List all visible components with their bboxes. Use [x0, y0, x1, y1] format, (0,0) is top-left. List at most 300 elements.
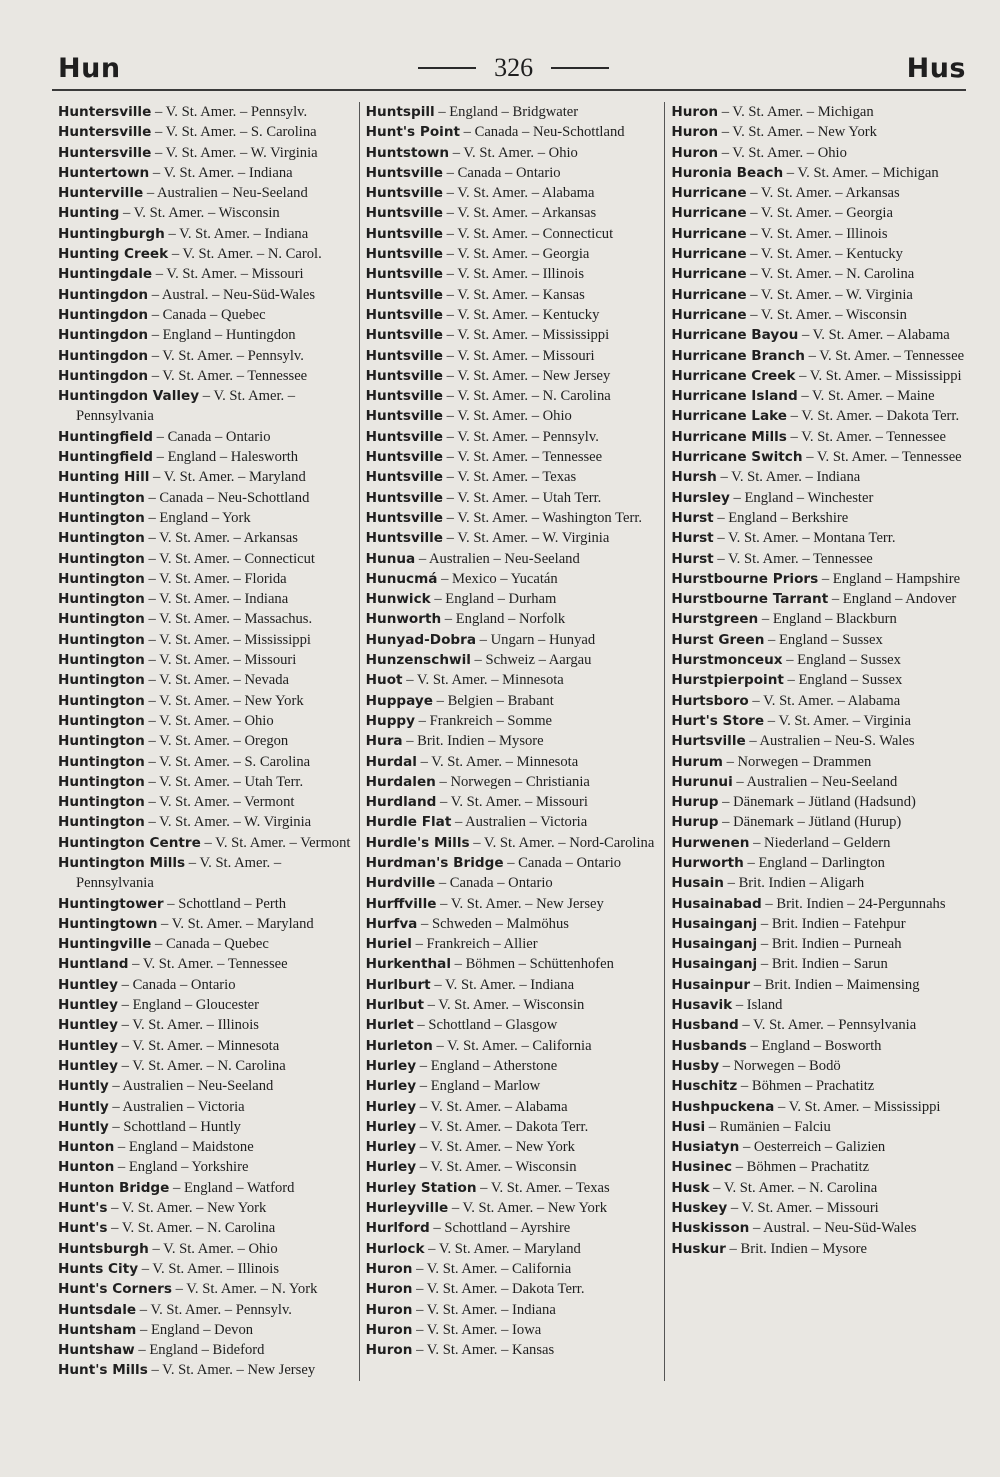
- gazetteer-entry: [58, 975, 359, 995]
- entry-location: – V. St. Amer. – Ohio: [144, 712, 274, 729]
- entry-place-name: Husainganj: [671, 956, 758, 973]
- entry-place-name: Huntington: [58, 550, 145, 567]
- entry-place-name: Hurstmonceux: [671, 652, 783, 669]
- gazetteer-entry: [366, 954, 665, 974]
- entry-location: – Schweiz – Aargau: [470, 652, 592, 669]
- entry-place-name: Hurworth: [671, 854, 744, 871]
- entry-location: – V. St. Amer. – Tennessee: [148, 367, 308, 384]
- entry-place-name: Hurley: [365, 1118, 417, 1135]
- gazetteer-entry: [58, 1117, 359, 1137]
- gazetteer-entry: [58, 833, 359, 853]
- entry-place-name: Hurffville: [365, 895, 437, 912]
- entry-place-name: Huntington: [58, 672, 145, 689]
- gazetteer-entry: [671, 325, 970, 345]
- gazetteer-entry: [671, 1076, 970, 1096]
- entry-location: – V. St. Amer. – Kentucky: [443, 306, 600, 323]
- entry-location: – Canada – Quebec: [148, 306, 266, 323]
- entry-place-name: Hurricane Lake: [671, 408, 788, 425]
- gazetteer-entry: [671, 711, 970, 731]
- entry-columns: [52, 102, 970, 1381]
- entry-location: – V. St. Amer. – N. Carolina: [443, 388, 611, 405]
- entry-place-name: Hurst Green: [671, 631, 765, 648]
- gazetteer-entry: [671, 630, 970, 650]
- entry-place-name: Huntingdale: [58, 266, 153, 283]
- entry-place-name: Huntsdale: [58, 1301, 137, 1318]
- entry-location: – V. St. Amer. – New Jersey: [443, 367, 611, 384]
- gazetteer-entry: [58, 427, 359, 447]
- entry-place-name: Hurwenen: [671, 834, 750, 851]
- gazetteer-entry: [671, 143, 970, 163]
- entry-place-name: Huntly: [58, 1098, 109, 1115]
- entry-place-name: Hurleyville: [365, 1200, 449, 1217]
- gazetteer-entry: [58, 346, 359, 366]
- entry-place-name: Huntsville: [365, 327, 444, 344]
- gazetteer-entry: [58, 183, 359, 203]
- gazetteer-entry: [671, 549, 970, 569]
- entry-location: – Australien – Neu-Seeland: [732, 773, 898, 790]
- entry-place-name: Huntington: [58, 509, 145, 526]
- gazetteer-entry: [671, 934, 970, 954]
- entry-place-name: Huntington: [58, 631, 145, 648]
- gazetteer-entry: [671, 609, 970, 629]
- entry-location: – Norwegen – Christiania: [435, 773, 590, 790]
- entry-location: – Brit. Indien – Maimensing: [750, 976, 920, 993]
- gazetteer-entry: [366, 812, 665, 832]
- page-number: 326: [494, 53, 534, 82]
- entry-location: – Frankreich – Allier: [411, 936, 538, 953]
- entry-location: – V. St. Amer. – Minnesota: [402, 672, 564, 689]
- entry-location: – Canada – Ontario: [503, 854, 622, 871]
- entry-place-name: Huskisson: [671, 1220, 750, 1237]
- gazetteer-entry: [366, 1218, 665, 1238]
- gazetteer-entry: [671, 1097, 970, 1117]
- entry-place-name: Hurley: [365, 1139, 417, 1156]
- entry-place-name: Huntington: [58, 814, 145, 831]
- entry-location: – Schottland – Ayrshire: [429, 1220, 571, 1237]
- entry-place-name: Huntersville: [58, 104, 152, 120]
- entry-place-name: Huntly: [58, 1078, 109, 1095]
- entry-place-name: Huppaye: [365, 692, 433, 709]
- entry-place-name: Hurunui: [671, 773, 733, 790]
- entry-location: – Schottland – Huntly: [108, 1118, 241, 1135]
- entry-location: – V. St. Amer. – W. Virginia: [151, 144, 318, 161]
- gazetteer-entry: [671, 244, 970, 264]
- entry-location: – Norwegen – Drammen: [722, 753, 872, 770]
- gazetteer-entry: [366, 914, 665, 934]
- entry-place-name: Huntsville: [365, 367, 444, 384]
- entry-location: – V. St. Amer. – Texas: [476, 1179, 610, 1196]
- gazetteer-entry: [366, 102, 665, 122]
- gazetteer-entry: [366, 1056, 665, 1076]
- entry-place-name: Huntsville: [365, 266, 444, 283]
- entry-location: – V. St. Amer. – Missouri: [443, 347, 595, 364]
- gazetteer-entry: [366, 934, 665, 954]
- gazetteer-entry: [58, 772, 359, 792]
- entry-place-name: Hurtsboro: [671, 692, 749, 709]
- gazetteer-entry: [366, 833, 665, 853]
- gazetteer-entry: [366, 1157, 665, 1177]
- entry-location: – England – Halesworth: [152, 449, 299, 466]
- entry-location: – V. St. Amer. – N. Carolina: [709, 1179, 878, 1196]
- entry-location: – V. St. Amer. – Ohio: [449, 144, 578, 161]
- entry-place-name: Huron: [671, 104, 719, 120]
- entry-place-name: Hunt's Mills: [58, 1362, 148, 1379]
- entry-place-name: Huntertown: [58, 164, 150, 181]
- entry-location: – Schottland – Perth: [163, 895, 287, 912]
- entry-place-name: Huntington: [58, 489, 145, 506]
- gazetteer-entry: [366, 1300, 665, 1320]
- entry-location: – V. St. Amer. – Montana Terr.: [713, 530, 896, 547]
- gazetteer-entry: [58, 1198, 359, 1218]
- entry-place-name: Hunt's: [58, 1220, 108, 1237]
- entry-location: – Schottland – Glasgow: [413, 1017, 558, 1034]
- entry-place-name: Hurlburt: [365, 976, 431, 993]
- gazetteer-entry: [58, 630, 359, 650]
- gazetteer-entry: [671, 670, 970, 690]
- entry-location: – V. St. Amer. – Utah Terr.: [443, 489, 602, 506]
- gazetteer-entry: [58, 1157, 359, 1177]
- entry-place-name: Huntley: [58, 1017, 118, 1034]
- entry-location: – Canada – Ontario: [443, 164, 561, 181]
- gazetteer-entry: [671, 914, 970, 934]
- entry-place-name: Hurricane: [671, 246, 747, 263]
- entry-location: – Böhmen – Prachatitz: [737, 1078, 875, 1095]
- entry-place-name: Huron: [365, 1301, 413, 1318]
- entry-location: – Ungarn – Hunyad: [476, 631, 596, 648]
- entry-place-name: Hurdle's Mills: [365, 834, 470, 851]
- entry-location: – V. St. Amer. – Pennsylv.: [151, 104, 308, 120]
- gazetteer-entry: [366, 853, 665, 873]
- gazetteer-entry: [366, 1137, 665, 1157]
- entry-location: – V. St. Amer. – California: [432, 1037, 592, 1054]
- entry-location: – V. St. Amer. – New York: [107, 1200, 267, 1217]
- entry-location: – V. St. Amer. – Mississippi: [443, 327, 610, 344]
- entry-location: – V. St. Amer. – Massachus.: [144, 611, 313, 628]
- gazetteer-entry: [671, 1157, 970, 1177]
- entry-location: – England – Berkshire: [713, 509, 849, 526]
- gazetteer-entry: [671, 995, 970, 1015]
- gazetteer-entry: [58, 386, 359, 427]
- entry-location: – V. St. Amer. – Wisconsin: [423, 997, 585, 1014]
- entry-location: – Australien – Victoria: [108, 1098, 245, 1115]
- entry-place-name: Hurlet: [365, 1017, 414, 1034]
- entry-location: – Brit. Indien – Purneah: [757, 936, 902, 953]
- entry-location: – V. St. Amer. – Virginia: [764, 712, 911, 729]
- gazetteer-entry: [671, 183, 970, 203]
- entry-location: – V. St. Amer. – Florida: [144, 570, 287, 587]
- entry-location: – V. St. Amer. – Indiana: [716, 469, 861, 486]
- entry-location: – Niederland – Geldern: [749, 834, 891, 851]
- entry-place-name: Hurdville: [365, 875, 436, 892]
- gazetteer-entry: [366, 406, 665, 426]
- gazetteer-entry: [58, 244, 359, 264]
- gazetteer-entry: [366, 569, 665, 589]
- gazetteer-entry: [58, 447, 359, 467]
- entry-location: – V. St. Amer. – Missouri: [727, 1200, 879, 1217]
- entry-place-name: Huntington: [58, 570, 145, 587]
- entry-place-name: Hunucmá: [365, 570, 438, 587]
- entry-place-name: Huntsville: [365, 489, 444, 506]
- entry-location: – V. St. Amer. – Wisconsin: [746, 306, 907, 323]
- gazetteer-entry: [671, 122, 970, 142]
- entry-location: – Canada – Ontario: [435, 875, 553, 892]
- gazetteer-entry: [58, 467, 359, 487]
- gazetteer-entry: [671, 488, 970, 508]
- entry-place-name: Hurtsville: [671, 733, 746, 750]
- gazetteer-entry: [671, 792, 970, 812]
- entry-place-name: Huntington: [58, 692, 145, 709]
- entry-location: – V. St. Amer. – Ohio: [718, 144, 847, 161]
- gazetteer-entry: [366, 1320, 665, 1340]
- gazetteer-entry: [671, 264, 970, 284]
- entry-place-name: Huntingtown: [58, 915, 158, 932]
- entry-place-name: Huntersville: [58, 124, 152, 141]
- entry-location: – V. St. Amer. – Georgia: [443, 246, 590, 263]
- entry-place-name: Hurricane Island: [671, 388, 798, 405]
- gazetteer-entry: [366, 203, 665, 223]
- entry-place-name: Hunton: [58, 1159, 115, 1176]
- entry-place-name: Husband: [671, 1017, 739, 1034]
- entry-place-name: Huron: [671, 124, 719, 141]
- gazetteer-entry: [671, 589, 970, 609]
- entry-location: – V. St. Amer. – Iowa: [412, 1321, 542, 1338]
- entry-place-name: Hunting Hill: [58, 469, 150, 486]
- entry-place-name: Hurum: [671, 753, 723, 770]
- gazetteer-entry: [366, 731, 665, 751]
- entry-location: – V. St. Amer. – Vermont: [200, 834, 351, 851]
- gazetteer-entry: [58, 711, 359, 731]
- left-guide-word: Hun: [58, 52, 121, 84]
- gazetteer-entry: [671, 346, 970, 366]
- entry-location: – V. St. Amer. – N. Carol.: [168, 246, 322, 263]
- entry-place-name: Hurst: [671, 509, 714, 526]
- entry-place-name: Huntley: [58, 976, 118, 993]
- entry-location: – V. St. Amer. – Missouri: [152, 266, 304, 283]
- entry-location: – Australien – Neu-Seeland: [108, 1078, 274, 1095]
- entry-place-name: Huntington Mills: [58, 854, 186, 871]
- gazetteer-entry: [366, 264, 665, 284]
- entry-place-name: Huntingdon: [58, 306, 149, 323]
- entry-place-name: Huskur: [671, 1240, 726, 1257]
- entry-place-name: Hurdman's Bridge: [365, 854, 504, 871]
- gazetteer-entry: [366, 447, 665, 467]
- entry-location: – V. St. Amer. – New Jersey: [436, 895, 604, 912]
- gazetteer-entry: [58, 812, 359, 832]
- entry-location: – Brit. Indien – Aligarh: [723, 875, 865, 892]
- entry-place-name: Hura: [365, 733, 403, 750]
- entry-place-name: Huschitz: [671, 1078, 738, 1095]
- entry-location: – V. St. Amer. – Michigan: [718, 104, 874, 120]
- entry-location: – Schweden – Malmöhus: [417, 915, 569, 932]
- gazetteer-entry: [58, 1218, 359, 1238]
- entry-location: – Rumänien – Falciu: [705, 1118, 831, 1135]
- entry-place-name: Hurricane Creek: [671, 367, 796, 384]
- gazetteer-entry: [366, 488, 665, 508]
- entry-place-name: Huntington: [58, 712, 145, 729]
- entry-location: – V. St. Amer. – W. Virginia: [746, 286, 913, 303]
- entry-location: – V. St. Amer. – Georgia: [746, 205, 893, 222]
- entry-location: – V. St. Amer. – N. Carolina: [746, 266, 915, 283]
- entry-location: – V. St. Amer. – Vermont: [144, 794, 295, 811]
- entry-location: – V. St. Amer. – Alabama: [798, 327, 950, 344]
- entry-location: – V. St. Amer. – Utah Terr.: [144, 773, 304, 790]
- entry-location: – England – Marlow: [416, 1078, 541, 1095]
- entry-location: – V. St. Amer. – Arkansas: [443, 205, 597, 222]
- entry-location: – V. St. Amer. – S. Carolina: [151, 124, 317, 141]
- entry-location: – V. St. Amer. – Tennessee: [713, 550, 873, 567]
- entry-place-name: Huntsburgh: [58, 1240, 149, 1257]
- entry-place-name: Hurricane Switch: [671, 449, 803, 466]
- gazetteer-entry: [671, 833, 970, 853]
- gazetteer-entry: [58, 1036, 359, 1056]
- entry-location: – England – Watford: [169, 1179, 295, 1196]
- gazetteer-entry: [671, 386, 970, 406]
- entry-place-name: Huntingdon: [58, 367, 149, 384]
- column-1: [52, 102, 359, 1381]
- gazetteer-entry: [366, 1015, 665, 1035]
- gazetteer-entry: [58, 914, 359, 934]
- gazetteer-entry: [58, 934, 359, 954]
- entry-place-name: Hurstgreen: [671, 611, 759, 628]
- entry-location: – V. St. Amer. – Maryland: [149, 469, 306, 486]
- gazetteer-entry: [58, 853, 359, 894]
- entry-location: – England – Blackburn: [758, 611, 897, 628]
- entry-place-name: Huntsville: [365, 185, 444, 202]
- entry-place-name: Hurley: [365, 1098, 417, 1115]
- entry-location: – England – Winchester: [729, 489, 874, 506]
- header-dash-left: [418, 67, 476, 69]
- entry-location: – Canada – Ontario: [152, 428, 271, 445]
- entry-place-name: Huntingdon: [58, 286, 149, 303]
- entry-location: – V. St. Amer. – Tennessee: [786, 428, 947, 445]
- gazetteer-entry: [671, 1137, 970, 1157]
- entry-place-name: Hurfva: [365, 915, 418, 932]
- entry-place-name: Huntland: [58, 956, 129, 973]
- entry-location: – V. St. Amer. – Arkansas: [746, 185, 900, 202]
- entry-place-name: Huntsville: [365, 164, 444, 181]
- entry-place-name: Hurlock: [365, 1240, 425, 1257]
- entry-place-name: Huntsville: [365, 225, 444, 242]
- entry-location: – V. St. Amer. – Ohio: [443, 408, 572, 425]
- entry-place-name: Hurdal: [365, 753, 417, 770]
- entry-location: – Canada – Neu-Schottland: [460, 124, 625, 141]
- gazetteer-entry: [58, 1097, 359, 1117]
- entry-place-name: Huntsville: [365, 449, 444, 466]
- gazetteer-entry: [671, 691, 970, 711]
- entry-location: – V. St. Amer. – Tennessee: [802, 449, 962, 466]
- entry-location: – V. St. Amer. – Mississippi: [144, 631, 311, 648]
- entry-place-name: Husainganj: [671, 915, 758, 932]
- entry-place-name: Huot: [365, 672, 403, 689]
- entry-location: – V. St. Amer. – New York: [144, 692, 304, 709]
- gazetteer-entry: [58, 1239, 359, 1259]
- entry-place-name: Huntingfield: [58, 428, 153, 445]
- entry-place-name: Huntingdon: [58, 327, 149, 344]
- entry-location: – Brit. Indien – Mysore: [725, 1240, 867, 1257]
- gazetteer-entry: [366, 1279, 665, 1299]
- gazetteer-entry: [58, 508, 359, 528]
- entry-location: – England – Gloucester: [117, 997, 260, 1014]
- gazetteer-entry: [671, 1198, 970, 1218]
- entry-place-name: Hunyad-Dobra: [365, 631, 477, 648]
- gazetteer-entry: [58, 995, 359, 1015]
- entry-place-name: Hurstpierpoint: [671, 672, 784, 689]
- entry-place-name: Hunzenschwil: [365, 652, 471, 669]
- entry-location: – V. St. Amer. – Oregon: [144, 733, 289, 750]
- entry-location: – Belgien – Brabant: [433, 692, 554, 709]
- entry-location: – Canada – Ontario: [117, 976, 236, 993]
- entry-location: – Island: [732, 997, 783, 1014]
- gazetteer-entry: [671, 954, 970, 974]
- entry-location: – Australien – Victoria: [451, 814, 588, 831]
- gazetteer-entry: [671, 569, 970, 589]
- entry-location: – V. St. Amer. – Kentucky: [746, 246, 903, 263]
- entry-location: – V. St. Amer. – Missouri: [436, 794, 588, 811]
- entry-place-name: Huntington: [58, 733, 145, 750]
- entry-location: – Dänemark – Jütland (Hadsund): [718, 794, 916, 811]
- gazetteer-entry: [671, 203, 970, 223]
- entry-place-name: Hurley: [365, 1159, 417, 1176]
- entry-location: – V. St. Amer. – Pennsylvania: [76, 854, 282, 892]
- entry-location: – Böhmen – Schüttenhofen: [450, 956, 614, 973]
- entry-place-name: Hurlbut: [365, 997, 424, 1014]
- gazetteer-entry: [366, 711, 665, 731]
- entry-location: – England – Devon: [136, 1321, 254, 1338]
- gazetteer-entry: [58, 1259, 359, 1279]
- entry-place-name: Huntingdon Valley: [58, 388, 200, 405]
- entry-location: – V. St. Amer. – Pennsylv.: [443, 428, 599, 445]
- entry-location: – V. St. Amer. – Illinois: [117, 1017, 259, 1034]
- entry-place-name: Huntington: [58, 591, 145, 608]
- gazetteer-entry: [671, 508, 970, 528]
- gazetteer-entry: [671, 1036, 970, 1056]
- gazetteer-entry: [366, 691, 665, 711]
- entry-place-name: Hushpuckena: [671, 1098, 775, 1115]
- entry-location: – England – Andover: [828, 591, 957, 608]
- gazetteer-entry: [671, 427, 970, 447]
- entry-location: – V. St. Amer. – Indiana: [144, 591, 289, 608]
- gazetteer-entry: [58, 224, 359, 244]
- entry-place-name: Hurricane: [671, 185, 747, 202]
- entry-place-name: Hunton: [58, 1139, 115, 1156]
- gazetteer-entry: [58, 569, 359, 589]
- entry-location: – England – Darlington: [743, 854, 885, 871]
- entry-place-name: Hurup: [671, 794, 719, 811]
- entry-location: – V. St. Amer. – N. Carolina: [117, 1057, 286, 1074]
- entry-place-name: Huntstown: [365, 144, 450, 161]
- entry-place-name: Hunworth: [365, 611, 442, 628]
- entry-place-name: Hursley: [671, 489, 730, 506]
- gazetteer-entry: [366, 894, 665, 914]
- entry-location: – V. St. Amer. – Kansas: [443, 286, 585, 303]
- gazetteer-entry: [58, 203, 359, 223]
- entry-place-name: Huntley: [58, 1037, 118, 1054]
- entry-place-name: Huron: [365, 1342, 413, 1359]
- gazetteer-entry: [366, 975, 665, 995]
- gazetteer-entry: [58, 163, 359, 183]
- gazetteer-entry: [366, 143, 665, 163]
- entry-place-name: Hurricane: [671, 266, 747, 283]
- entry-place-name: Husby: [671, 1057, 720, 1074]
- entry-place-name: Hurricane Branch: [671, 347, 805, 364]
- entry-place-name: Huntly: [58, 1118, 109, 1135]
- entry-location: – V. St. Amer. – Indiana: [430, 976, 575, 993]
- entry-location: – Brit. Indien – Sarun: [757, 956, 888, 973]
- entry-place-name: Hunwick: [365, 591, 431, 608]
- entry-place-name: Hurup: [671, 814, 719, 831]
- entry-place-name: Husain: [671, 875, 724, 892]
- entry-location: – Mexico – Yucatán: [437, 570, 558, 587]
